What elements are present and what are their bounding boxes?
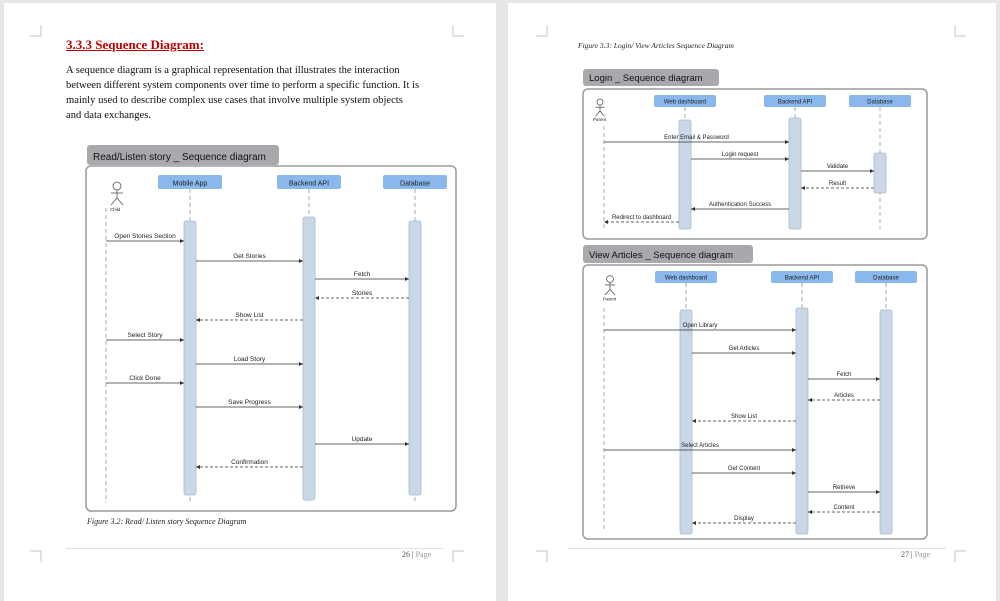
message-label: Login request bbox=[721, 152, 759, 158]
message-label: Retrieve bbox=[832, 485, 856, 491]
page-number: 26 bbox=[402, 550, 410, 559]
actor-label: Child bbox=[110, 207, 121, 212]
document-page-26 bbox=[4, 3, 496, 601]
participant-label: Backend API bbox=[288, 180, 330, 188]
page1.diagram-group bbox=[86, 145, 456, 511]
page-footer bbox=[402, 550, 431, 559]
message-label: Get Articles bbox=[728, 346, 760, 352]
page-word: Page bbox=[914, 550, 931, 559]
page-footer bbox=[901, 550, 930, 559]
message-label: Show List bbox=[235, 312, 264, 319]
actor-label: Parent bbox=[603, 296, 617, 302]
participant-label: Database bbox=[400, 180, 430, 188]
document-page-27 bbox=[508, 3, 996, 601]
page2.diagram_articles-group bbox=[583, 245, 927, 539]
message-label: Display bbox=[734, 516, 754, 522]
page-number: 27 bbox=[901, 550, 909, 559]
diagram-title: Login _ Sequence diagram bbox=[589, 73, 703, 84]
message-label: Validate bbox=[826, 164, 849, 170]
participant-label: Database bbox=[867, 99, 893, 106]
message-label: Stories bbox=[351, 290, 373, 297]
message-label: Result bbox=[828, 181, 847, 187]
participant-label: Web dashboard bbox=[664, 275, 708, 282]
paragraph-line: mainly used to describe complex use cases that involve multiple system objects bbox=[66, 95, 403, 106]
actor-label: Parent bbox=[593, 116, 607, 122]
footer-separator: | bbox=[909, 550, 915, 559]
activation-bar bbox=[880, 310, 892, 534]
activation-bar bbox=[796, 308, 808, 534]
participant-label: Mobile App bbox=[172, 180, 208, 188]
activation-bar bbox=[874, 153, 886, 193]
message-label: Select Articles bbox=[681, 443, 719, 449]
diagram-title: View Articles _ Sequence diagram bbox=[589, 250, 733, 261]
activation-bar bbox=[409, 221, 421, 495]
footer-rule bbox=[568, 548, 946, 549]
message-label: Fetch bbox=[836, 372, 852, 378]
activation-bar bbox=[303, 217, 315, 500]
message-label: Save Progress bbox=[228, 399, 271, 406]
message-label: Update bbox=[351, 436, 373, 443]
activation-bar bbox=[789, 118, 801, 229]
diagram-title: Read/Listen story _ Sequence diagram bbox=[93, 152, 266, 163]
page-word: Page bbox=[415, 550, 432, 559]
participant-label: Backend API bbox=[777, 99, 813, 106]
message-label: Open Stories Section bbox=[114, 233, 176, 240]
message-label: Click Done bbox=[129, 375, 161, 382]
footer-separator: | bbox=[410, 550, 416, 559]
login-and-articles-sequence-diagrams bbox=[508, 3, 996, 601]
section-heading: 3.3.3 Sequence Diagram: bbox=[66, 37, 204, 52]
figure-caption: Figure 3.2: Read/ Listen story Sequence Diagram bbox=[87, 517, 247, 526]
message-label: Enter Email & Password bbox=[664, 135, 729, 141]
message-label: Open Library bbox=[682, 323, 718, 329]
message-label: Show List bbox=[730, 414, 758, 420]
message-label: Get Stories bbox=[233, 253, 266, 260]
message-label: Fetch bbox=[353, 271, 371, 278]
paragraph-line: between different system components over time to perform a specific function. It is bbox=[66, 80, 420, 91]
page2.diagram_login-group bbox=[583, 69, 927, 239]
read-listen-sequence-diagram bbox=[4, 3, 496, 601]
message-label: Content bbox=[833, 505, 855, 511]
message-label: Select Story bbox=[127, 332, 163, 339]
diagram-frame bbox=[583, 265, 927, 539]
participant-label: Database bbox=[873, 275, 899, 282]
message-label: Get Content bbox=[727, 466, 761, 472]
message-label: Confirmation bbox=[231, 459, 268, 466]
message-label: Redirect to dashboard bbox=[611, 215, 672, 221]
footer-rule bbox=[66, 548, 444, 549]
participant-label: Web dashboard bbox=[663, 99, 707, 106]
paragraph-line: and data exchanges. bbox=[66, 110, 152, 121]
participant-label: Backend API bbox=[784, 275, 820, 282]
figure-caption: Figure 3.3: Login/ View Articles Sequence Diagram bbox=[578, 41, 734, 50]
paragraph-line: A sequence diagram is a graphical representation that illustrates the interaction bbox=[66, 65, 400, 76]
message-label: Authentication Success bbox=[708, 202, 772, 208]
activation-bar bbox=[184, 221, 196, 495]
activation-bar bbox=[680, 310, 692, 534]
message-label: Load Story bbox=[233, 356, 266, 363]
message-label: Articles bbox=[834, 393, 854, 399]
